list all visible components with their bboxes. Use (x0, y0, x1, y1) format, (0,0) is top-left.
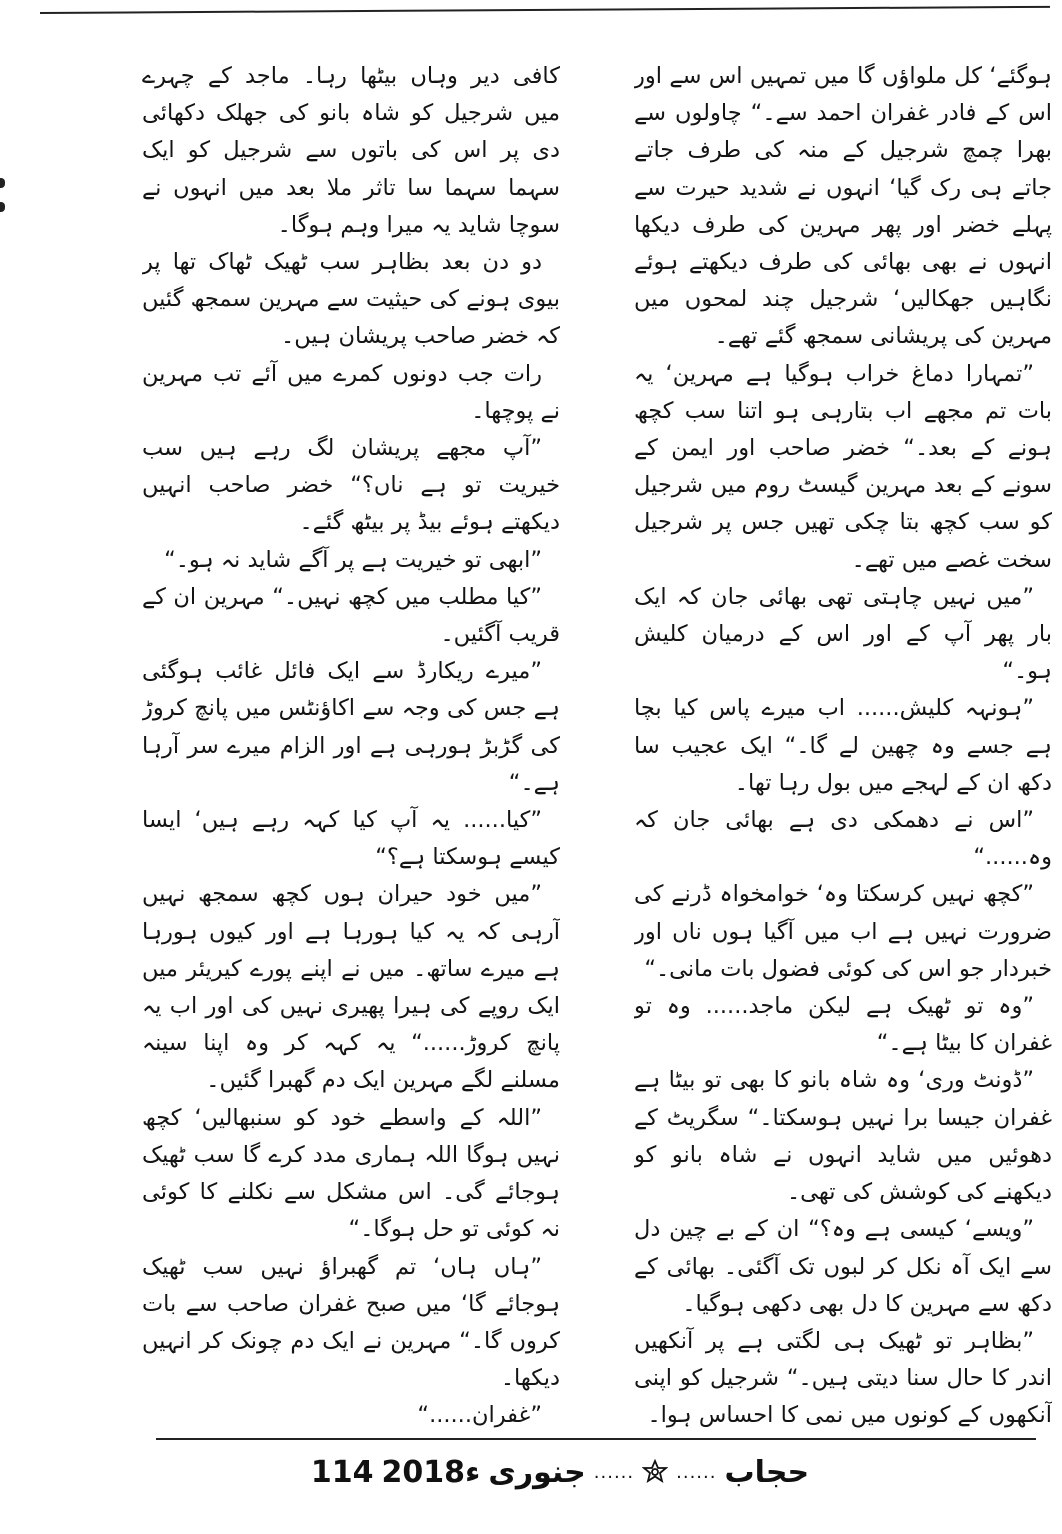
paragraph: ”ویسے‘ کیسی ہے وہ؟“ ان کے بے چین دل سے ایک آہ نکل کر لبوں تک آگئی۔ بھائی کے دکھ سے مہرین کا دل بھی دکھی ہوگیا۔ (634, 1216, 1052, 1317)
paragraph: ”ابھی تو خیریت ہے پر آگے شاید نہ ہو۔“ (164, 546, 542, 573)
left-column (142, 58, 560, 1428)
footer-dots: ...... (676, 1461, 717, 1483)
paragraph: کافی دیر وہاں بیٹھا رہا۔ ماجد کے چہرے میں شرجیل کو شاہ بانو کی جھلک دکھائی دی پر اس کی باتوں سے شرجیل کو ایک سہما سہما سا تاثر ملا بعد میں انہوں نے سوچا شاید یہ میرا وہم ہوگا۔ (142, 63, 560, 238)
issue-month: جنوری (488, 1454, 586, 1490)
bottom-rule (156, 1438, 1036, 1440)
paragraph: ”اللہ کے واسطے خود کو سنبھالیں‘ کچھ نہیں ہوگا اللہ ہماری مدد کرے گا سب ٹھیک ہوجائے گی۔ اس مشکل سے نکلنے کا کوئی نہ کوئی تو حل ہوگا۔“ (142, 1104, 560, 1243)
star-emblem-icon (642, 1459, 668, 1485)
page-number: 114 (310, 1454, 374, 1490)
paragraph: ”میں خود حیران ہوں کچھ سمجھ نہیں آرہی کہ یہ کیا ہورہا ہے اور کیوں ہورہا ہے میرے ساتھ۔ میں نے اپنے پورے کیریئر میں ایک روپے کی ہیرا پھیری نہیں کی اور اب یہ پانچ کروڑ......“ یہ کہہ کر وہ اپنا سینہ مسلنے لگے مہرین ایک دم گھبرا گئیں۔ (142, 881, 560, 1094)
paragraph: ہوگئے‘ کل ملواؤں گا میں تمہیں اس سے اور اس کے فادر غفران احمد سے۔“ چاولوں سے بھرا چمچ شرجیل کے منہ کی طرف جاتے جاتے ہی رک گیا‘ انہوں نے شدید حیرت سے پہلے خضر اور پھر مہرین کی طرف دیکھا انہوں نے بھی بھائی کی طرف دیکھتے ہوئے نگاہیں جھکالیں‘ شرجیل چند لمحوں میں مہرین کی پریشانی سمجھ گئے تھے۔ (634, 63, 1052, 350)
paragraph: رات جب دونوں کمرے میں آئے تب مہرین نے پوچھا۔ (142, 360, 560, 424)
paragraph: ”ہونہہ کلیش...... اب میرے پاس کیا بچا ہے جسے وہ چھین لے گا۔“ ایک عجیب سا دکھ ان کے لہجے میں بول رہا تھا۔ (634, 695, 1052, 796)
magazine-name: حجاب (724, 1454, 810, 1490)
right-column (634, 58, 1052, 1428)
paragraph: ”آپ مجھے پریشان لگ رہے ہیں سب خیریت تو ہے ناں؟“ خضر صاحب انہیں دیکھتے ہوئے بیڈ پر بیٹھ گئے۔ (142, 435, 560, 536)
issue-year: 2018ء (381, 1454, 481, 1490)
page-edge-mark (0, 178, 6, 212)
paragraph: ”اس نے دھمکی دی ہے بھائی جان کہ وہ......“ (634, 807, 1052, 871)
paragraph: ”میں نہیں چاہتی تھی بھائی جان کہ ایک بار پھر آپ کے اور اس کے درمیان کلیش ہو۔“ (634, 583, 1052, 685)
paragraph: ”وہ تو ٹھیک ہے لیکن ماجد...... وہ تو غفران کا بیٹا ہے۔“ (634, 993, 1052, 1057)
paragraph: ”کچھ نہیں کرسکتا وہ‘ خوامخواہ ڈرنے کی ضرورت نہیں ہے اب میں آگیا ہوں ناں اور خبردار جو اس کی کوئی فضول بات مانی۔“ (634, 881, 1052, 982)
paragraph: ”تمہارا دماغ خراب ہوگیا ہے مہرین‘ یہ بات تم مجھے اب بتارہی ہو اتنا سب کچھ ہونے کے بعد۔“ خضر صاحب اور ایمن کے سونے کے بعد مہرین گیسٹ روم میں شرجیل کو سب کچھ بتا چکی تھیں جس پر شرجیل سخت غصے میں تھے۔ (634, 360, 1052, 573)
paragraph: ”کیا مطلب میں کچھ نہیں۔“ مہرین ان کے قریب آگئیں۔ (142, 583, 560, 648)
top-rule (40, 6, 1050, 14)
page-footer (290, 1450, 830, 1494)
footer-dots: ...... (593, 1461, 635, 1483)
paragraph: دو دن بعد بظاہر سب ٹھیک ٹھاک تھا پر بیوی ہونے کی حیثیت سے مہرین سمجھ گئیں کہ خضر صاحب پریشان ہیں۔ (142, 249, 560, 350)
paragraph: ”ہاں ہاں‘ تم گھبراؤ نہیں سب ٹھیک ہوجائے گا‘ میں صبح غفران صاحب سے بات کروں گا۔“ مہرین نے ایک دم چونک کر انہیں دیکھا۔ (142, 1253, 560, 1392)
paragraph: ”ڈونٹ وری‘ وہ شاہ بانو کا بھی تو بیٹا ہے غفران جیسا برا نہیں ہوسکتا۔“ سگریٹ کے دھوئیں میں شاید انہوں نے شاہ بانو کو دیکھنے کی کوشش کی تھی۔ (634, 1067, 1052, 1206)
paragraph: ”کیا...... یہ آپ کیا کہہ رہے ہیں‘ ایسا کیسے ہوسکتا ہے؟“ (142, 807, 560, 871)
paragraph: ”غفران......“ (417, 1402, 542, 1428)
paragraph: ”میرے ریکارڈ سے ایک فائل غائب ہوگئی ہے جس کی وجہ سے اکاؤنٹس میں پانچ کروڑ کی گڑبڑ ہورہی ہے اور الزام میرے سر آرہا ہے۔“ (142, 658, 560, 796)
paragraph: ”بظاہر تو ٹھیک ہی لگتی ہے پر آنکھیں اندر کا حال سنا دیتی ہیں۔“ شرجیل کو اپنی آنکھوں کے کونوں میں نمی کا احساس ہوا۔ (634, 1327, 1052, 1428)
page-body (142, 58, 1052, 1428)
